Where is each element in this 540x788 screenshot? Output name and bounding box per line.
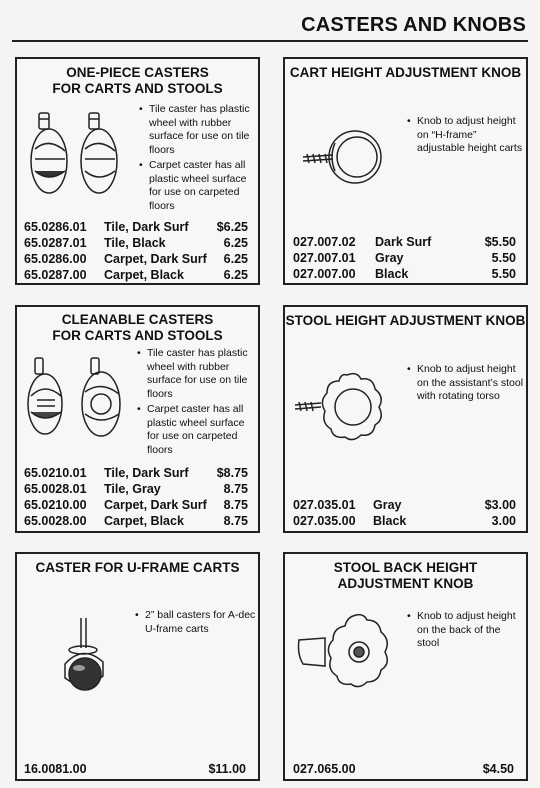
price-row bbox=[24, 513, 248, 529]
feature-list bbox=[139, 103, 257, 215]
price-table bbox=[24, 465, 248, 531]
panel-title: CASTER FOR U-FRAME CARTS bbox=[35, 560, 240, 575]
price-row bbox=[24, 481, 248, 497]
back-knob-illustration bbox=[295, 610, 395, 700]
item-description: Black bbox=[373, 514, 407, 528]
item-price: $8.75 bbox=[216, 466, 248, 480]
part-number: 027.007.00 bbox=[293, 267, 356, 281]
price-row bbox=[24, 497, 248, 513]
price-table bbox=[24, 761, 246, 779]
price-row bbox=[24, 235, 248, 251]
item-price: 6.25 bbox=[223, 252, 248, 266]
feature-item: • Carpet caster has all plastic wheel surface for use on carpeted floors bbox=[139, 159, 257, 213]
item-description: Dark Surf bbox=[375, 235, 432, 249]
panel-stool-back-knob bbox=[283, 552, 528, 781]
item-price: $5.50 bbox=[484, 235, 516, 249]
part-number: 027.007.01 bbox=[293, 251, 356, 265]
item-price: 5.50 bbox=[491, 251, 516, 265]
feature-list bbox=[407, 610, 525, 653]
item-price: 8.75 bbox=[223, 514, 248, 528]
panel-cleanable-casters bbox=[15, 305, 260, 533]
price-row bbox=[293, 266, 516, 282]
price-table bbox=[293, 497, 516, 531]
item-price: 8.75 bbox=[223, 498, 248, 512]
part-number: 027.065.00 bbox=[293, 762, 356, 776]
item-description: Tile, Black bbox=[104, 236, 166, 250]
price-row bbox=[24, 465, 248, 481]
panel-one-piece-casters bbox=[15, 57, 260, 285]
feature-item: • Knob to adjust height on “H-frame” adjustable height carts bbox=[407, 115, 525, 156]
panel-title: STOOL BACK HEIGHT ADJUSTMENT KNOB bbox=[333, 560, 478, 591]
price-row bbox=[293, 497, 516, 513]
feature-list bbox=[407, 363, 525, 406]
item-description: Carpet, Black bbox=[104, 514, 184, 528]
title-divider bbox=[12, 40, 528, 42]
ball-caster-illustration bbox=[53, 614, 123, 704]
feature-list bbox=[137, 347, 257, 459]
feature-item: • Tile caster has plastic wheel with rubber surface for use on tile floors bbox=[137, 347, 257, 401]
part-number: 16.0081.00 bbox=[24, 762, 87, 776]
feature-list bbox=[135, 609, 257, 638]
item-description: Tile, Dark Surf bbox=[104, 466, 189, 480]
caster-pair-illustration bbox=[23, 352, 128, 442]
item-price: 6.25 bbox=[223, 268, 248, 282]
part-number: 65.0286.01 bbox=[24, 220, 87, 234]
item-price: $4.50 bbox=[482, 762, 514, 776]
item-price: 5.50 bbox=[491, 267, 516, 281]
feature-item: • 2” ball casters for A-dec U-frame carts bbox=[135, 609, 257, 636]
item-price: $6.25 bbox=[216, 220, 248, 234]
price-row bbox=[293, 234, 516, 250]
price-table bbox=[24, 219, 248, 285]
price-row bbox=[293, 761, 514, 777]
panel-title: STOOL HEIGHT ADJUSTMENT KNOB bbox=[285, 313, 526, 328]
panel-title: CART HEIGHT ADJUSTMENT KNOB bbox=[289, 65, 522, 80]
price-row bbox=[24, 761, 246, 777]
price-table bbox=[293, 761, 514, 779]
panel-u-frame-caster bbox=[15, 552, 260, 781]
item-price: $3.00 bbox=[484, 498, 516, 512]
item-description: Carpet, Dark Surf bbox=[104, 498, 207, 512]
feature-list bbox=[407, 115, 525, 158]
part-number: 65.0210.01 bbox=[24, 466, 87, 480]
price-row bbox=[24, 251, 248, 267]
part-number: 65.0028.00 bbox=[24, 514, 87, 528]
item-description: Gray bbox=[375, 251, 404, 265]
item-description: Tile, Dark Surf bbox=[104, 220, 189, 234]
price-table bbox=[293, 234, 516, 284]
star-knob-illustration bbox=[291, 367, 391, 447]
part-number: 65.0210.00 bbox=[24, 498, 87, 512]
price-row bbox=[24, 219, 248, 235]
caster-pair-illustration bbox=[25, 109, 125, 199]
price-row bbox=[293, 250, 516, 266]
item-price: 6.25 bbox=[223, 236, 248, 250]
item-description: Black bbox=[375, 267, 409, 281]
part-number: 65.0028.01 bbox=[24, 482, 87, 496]
item-description: Carpet, Dark Surf bbox=[104, 252, 207, 266]
part-number: 65.0287.00 bbox=[24, 268, 87, 282]
item-price: $11.00 bbox=[208, 762, 246, 776]
item-price: 3.00 bbox=[491, 514, 516, 528]
feature-item: • Knob to adjust height on the back of the stool bbox=[407, 610, 525, 651]
panel-cart-height-knob bbox=[283, 57, 528, 285]
feature-item: • Knob to adjust height on the assistant’s stool with rotating torso bbox=[407, 363, 525, 404]
panel-title: ONE-PIECE CASTERS FOR CARTS AND STOOLS bbox=[52, 65, 223, 96]
part-number: 65.0286.00 bbox=[24, 252, 87, 266]
item-description: Tile, Gray bbox=[104, 482, 161, 496]
feature-item: • Carpet caster has all plastic wheel surface for use on carpeted floors bbox=[137, 403, 257, 457]
panel-stool-height-knob bbox=[283, 305, 528, 533]
knob-illustration bbox=[299, 121, 389, 191]
part-number: 027.035.01 bbox=[293, 498, 356, 512]
panel-title: CLEANABLE CASTERS FOR CARTS AND STOOLS bbox=[52, 312, 223, 343]
item-price: 8.75 bbox=[223, 482, 248, 496]
page-title: CASTERS AND KNOBS bbox=[301, 14, 526, 36]
feature-item: • Tile caster has plastic wheel with rubber surface for use on tile floors bbox=[139, 103, 257, 157]
price-row bbox=[24, 267, 248, 283]
item-description: Gray bbox=[373, 498, 402, 512]
price-row bbox=[293, 513, 516, 529]
part-number: 027.035.00 bbox=[293, 514, 356, 528]
item-description: Carpet, Black bbox=[104, 268, 184, 282]
part-number: 65.0287.01 bbox=[24, 236, 87, 250]
part-number: 027.007.02 bbox=[293, 235, 356, 249]
